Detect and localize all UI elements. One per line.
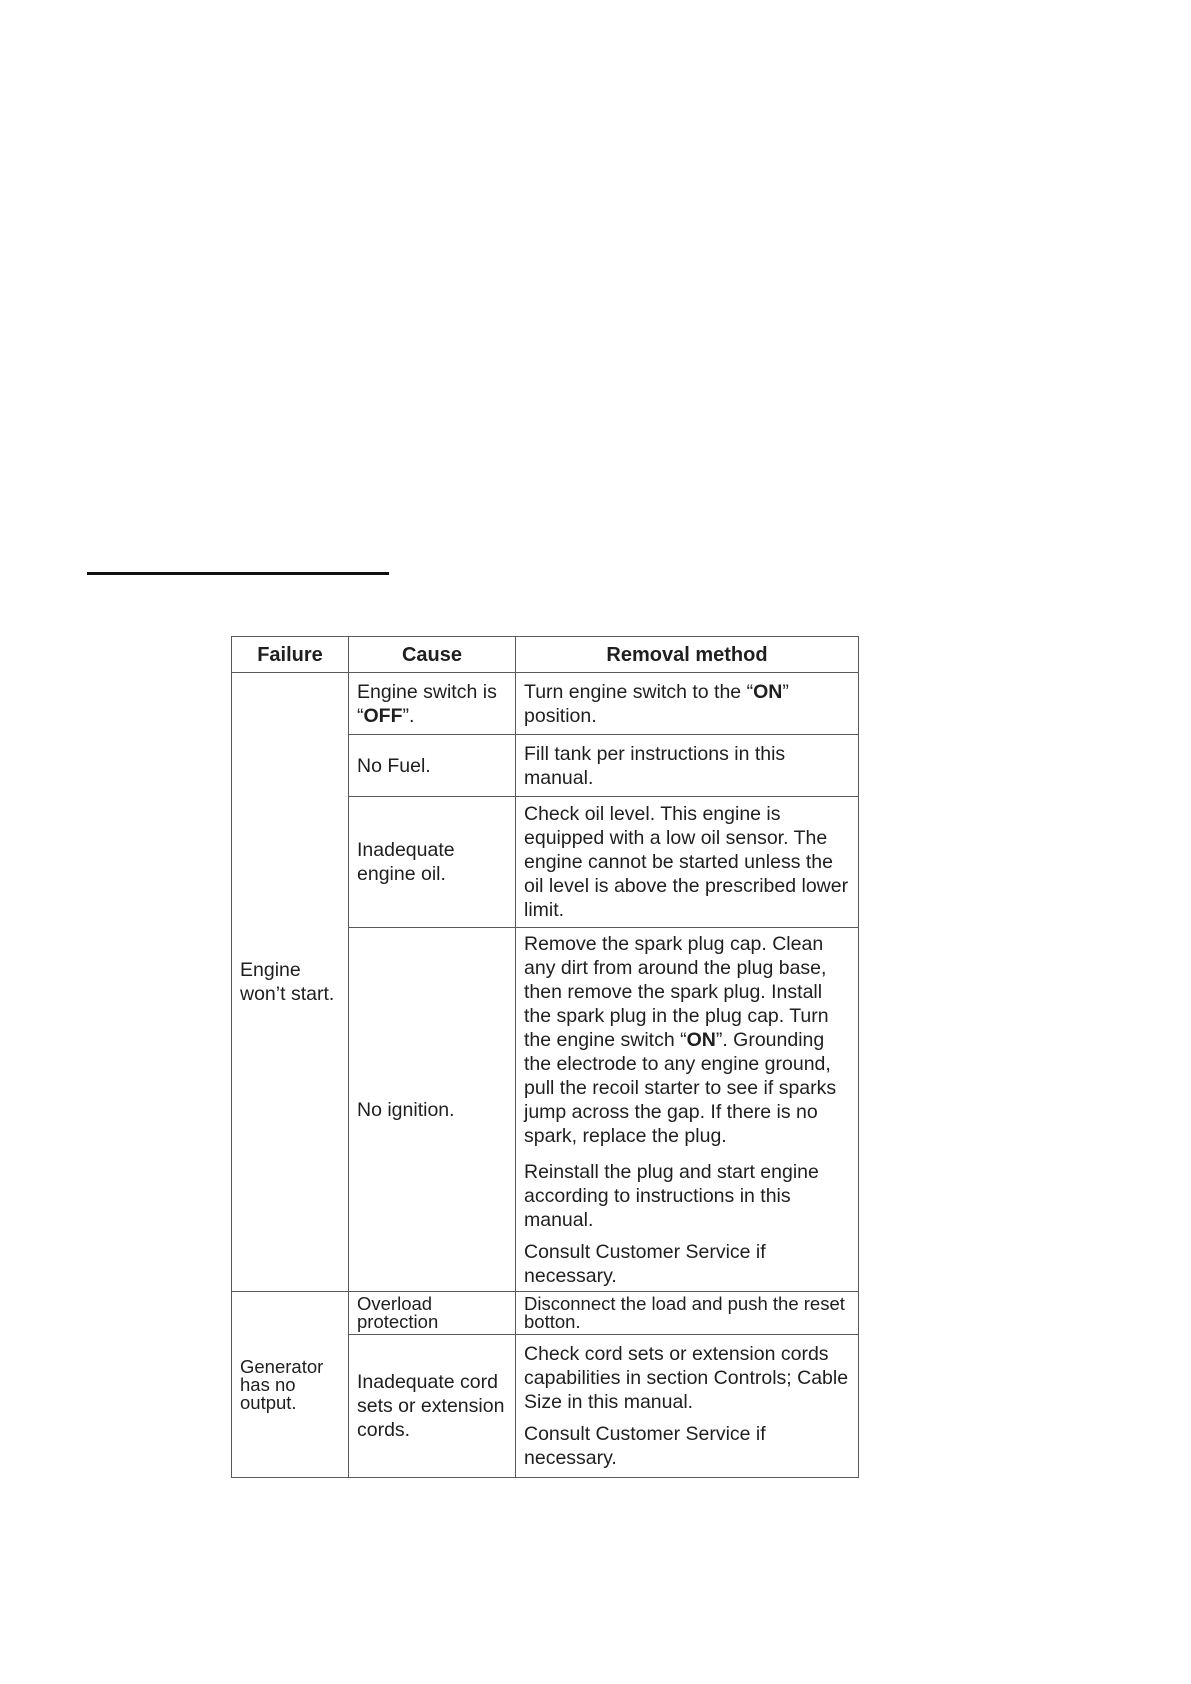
method-paragraph: Remove the spark plug cap. Clean any dirt from around the plug base, then remove the spark plug. Install the spark plug in the plug cap. Turn the engine switch “ON”. Grounding the electrode to any engine ground, pull the recoil starter to see if sparks jump across the gap. If there is no spark, replace the plug. xyxy=(524,932,837,1147)
method-cell: Turn engine switch to the “ON” position. xyxy=(516,673,859,735)
cause-cell: No ignition. xyxy=(349,928,516,1292)
method-cell: Fill tank per instructions in this manual. xyxy=(516,735,859,797)
section-heading-underline xyxy=(87,572,389,575)
table-row xyxy=(232,673,859,735)
table-header-row xyxy=(232,637,859,673)
method-paragraph: Check cord sets or extension cords capabilities in section Controls; Cable Size in this manual. xyxy=(524,1343,849,1413)
cause-cell: No Fuel. xyxy=(349,735,516,797)
header-removal-method: Removal method xyxy=(516,637,859,673)
failure-cell: Generator has no output. xyxy=(232,1292,349,1478)
troubleshooting-table xyxy=(231,636,859,1478)
header-cause: Cause xyxy=(349,637,516,673)
cause-cell: Inadequate cord sets or extension cords. xyxy=(349,1335,516,1478)
method-paragraph: Consult Customer Service if necessary. xyxy=(524,1423,766,1469)
cause-cell: Inadequate engine oil. xyxy=(349,797,516,928)
cause-cell: Overload protection xyxy=(349,1292,516,1335)
method-cell xyxy=(516,1335,859,1478)
method-paragraph: Consult Customer Service if necessary. xyxy=(524,1240,766,1287)
failure-cell: Engine won’t start. xyxy=(232,673,349,1292)
cause-cell: Engine switch is “OFF”. xyxy=(349,673,516,735)
method-cell: Check oil level. This engine is equipped with a low oil sensor. The engine cannot be started unless the oil level is above the prescribed lower limit. xyxy=(516,797,859,928)
table-row xyxy=(232,1292,859,1335)
method-cell xyxy=(516,928,859,1292)
method-cell: Disconnect the load and push the reset botton. xyxy=(516,1292,859,1335)
method-paragraph: Reinstall the plug and start engine according to instructions in this manual. xyxy=(524,1160,819,1231)
header-failure: Failure xyxy=(232,637,349,673)
